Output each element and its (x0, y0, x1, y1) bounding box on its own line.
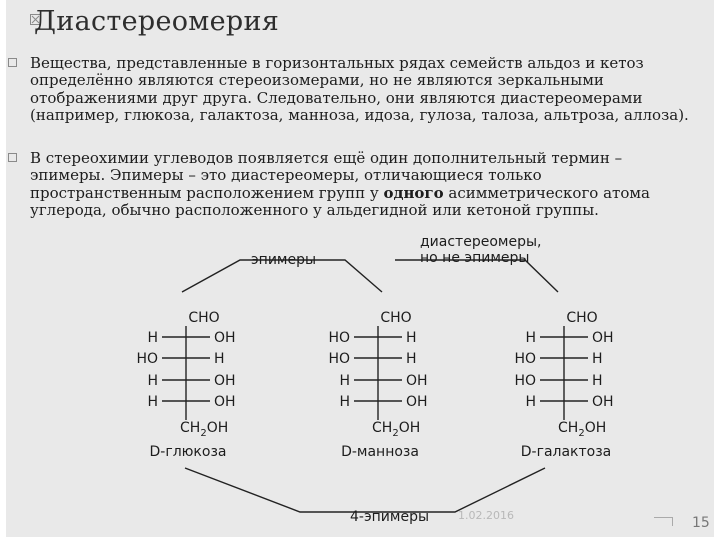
bottom-group-main: CH (180, 420, 201, 436)
left-substituent: H (147, 373, 158, 389)
molecule-bottom-group (180, 420, 228, 439)
left-substituent: H (525, 330, 536, 346)
left-substituent: H (147, 394, 158, 410)
molecule-name: D-глюкоза (149, 444, 227, 460)
molecule-top-group: CHO (188, 310, 220, 326)
right-substituent: OH (214, 330, 236, 346)
right-substituent: H (406, 330, 417, 346)
bottom-group-subscript: 2 (578, 428, 585, 439)
corner-decoration (654, 517, 673, 526)
left-substituent: H (339, 394, 350, 410)
right-substituent: H (214, 351, 225, 367)
right-substituent: OH (406, 394, 428, 410)
paragraph-2-text-before: В стереохимии углеводов появляется ещё один дополнительный термин – эпимеры. Эпимеры – это диастереомеры, отличающиеся только пространственным расположением групп у (30, 149, 623, 202)
bottom-group-rest: OH (398, 420, 421, 436)
connector-lines (182, 260, 558, 512)
left-substituent: HO (514, 351, 536, 367)
bottom-group-subscript: 2 (392, 428, 399, 439)
bottom-group-main: CH (558, 420, 579, 436)
molecule-name: D-манноза (341, 444, 419, 460)
label-diastereomers-line1: диастереомеры, (420, 234, 542, 250)
right-substituent: OH (214, 394, 236, 410)
slide-title: Диастереомерия (34, 6, 280, 37)
left-substituent: HO (328, 330, 350, 346)
molecule-name: D-галактоза (520, 444, 612, 460)
left-substituent: HO (328, 351, 350, 367)
paragraph-1-text: Вещества, представленные в горизонтальных рядах семейств альдоз и кетоз определённо являются стереоизомерами, но не являются зеркальными отображениями друг друга. Следовательно, они являются диастереомерами (например, глюкоза, галактоза, манноза, идоза, гулоза, талоза, альтроза, аллоза). (30, 54, 689, 124)
right-substituent: OH (406, 373, 428, 389)
label-4-epimers: 4-эпимеры (350, 509, 430, 525)
label-diastereomers-line2: но не эпимеры (420, 250, 530, 266)
right-substituent: H (592, 373, 603, 389)
molecule-top-group: CHO (566, 310, 598, 326)
left-substituent: H (339, 373, 350, 389)
right-substituent: H (406, 351, 417, 367)
left-substituent: HO (136, 351, 158, 367)
page-number: 15 (692, 515, 710, 531)
bottom-group-subscript: 2 (200, 428, 207, 439)
footer-date: 1.02.2016 (458, 509, 514, 522)
right-substituent: OH (592, 330, 614, 346)
label-epimers: эпимеры (251, 252, 317, 268)
paragraph-2-bold: одного (383, 183, 444, 202)
paragraph-2-text-after: асимметрического атома углерода, обычно расположенного у альдегидной или кетоной группы. (30, 183, 650, 219)
left-substituent: HO (514, 373, 536, 389)
right-substituent: H (592, 351, 603, 367)
right-substituent: OH (592, 394, 614, 410)
bottom-group-rest: OH (584, 420, 607, 436)
bottom-group-rest: OH (206, 420, 229, 436)
left-substituent: H (147, 330, 158, 346)
molecule-bottom-group (372, 420, 420, 439)
molecule-top-group: CHO (380, 310, 412, 326)
right-substituent: OH (214, 373, 236, 389)
left-substituent: H (525, 394, 536, 410)
molecule-bottom-group (558, 420, 606, 439)
bottom-group-main: CH (372, 420, 393, 436)
